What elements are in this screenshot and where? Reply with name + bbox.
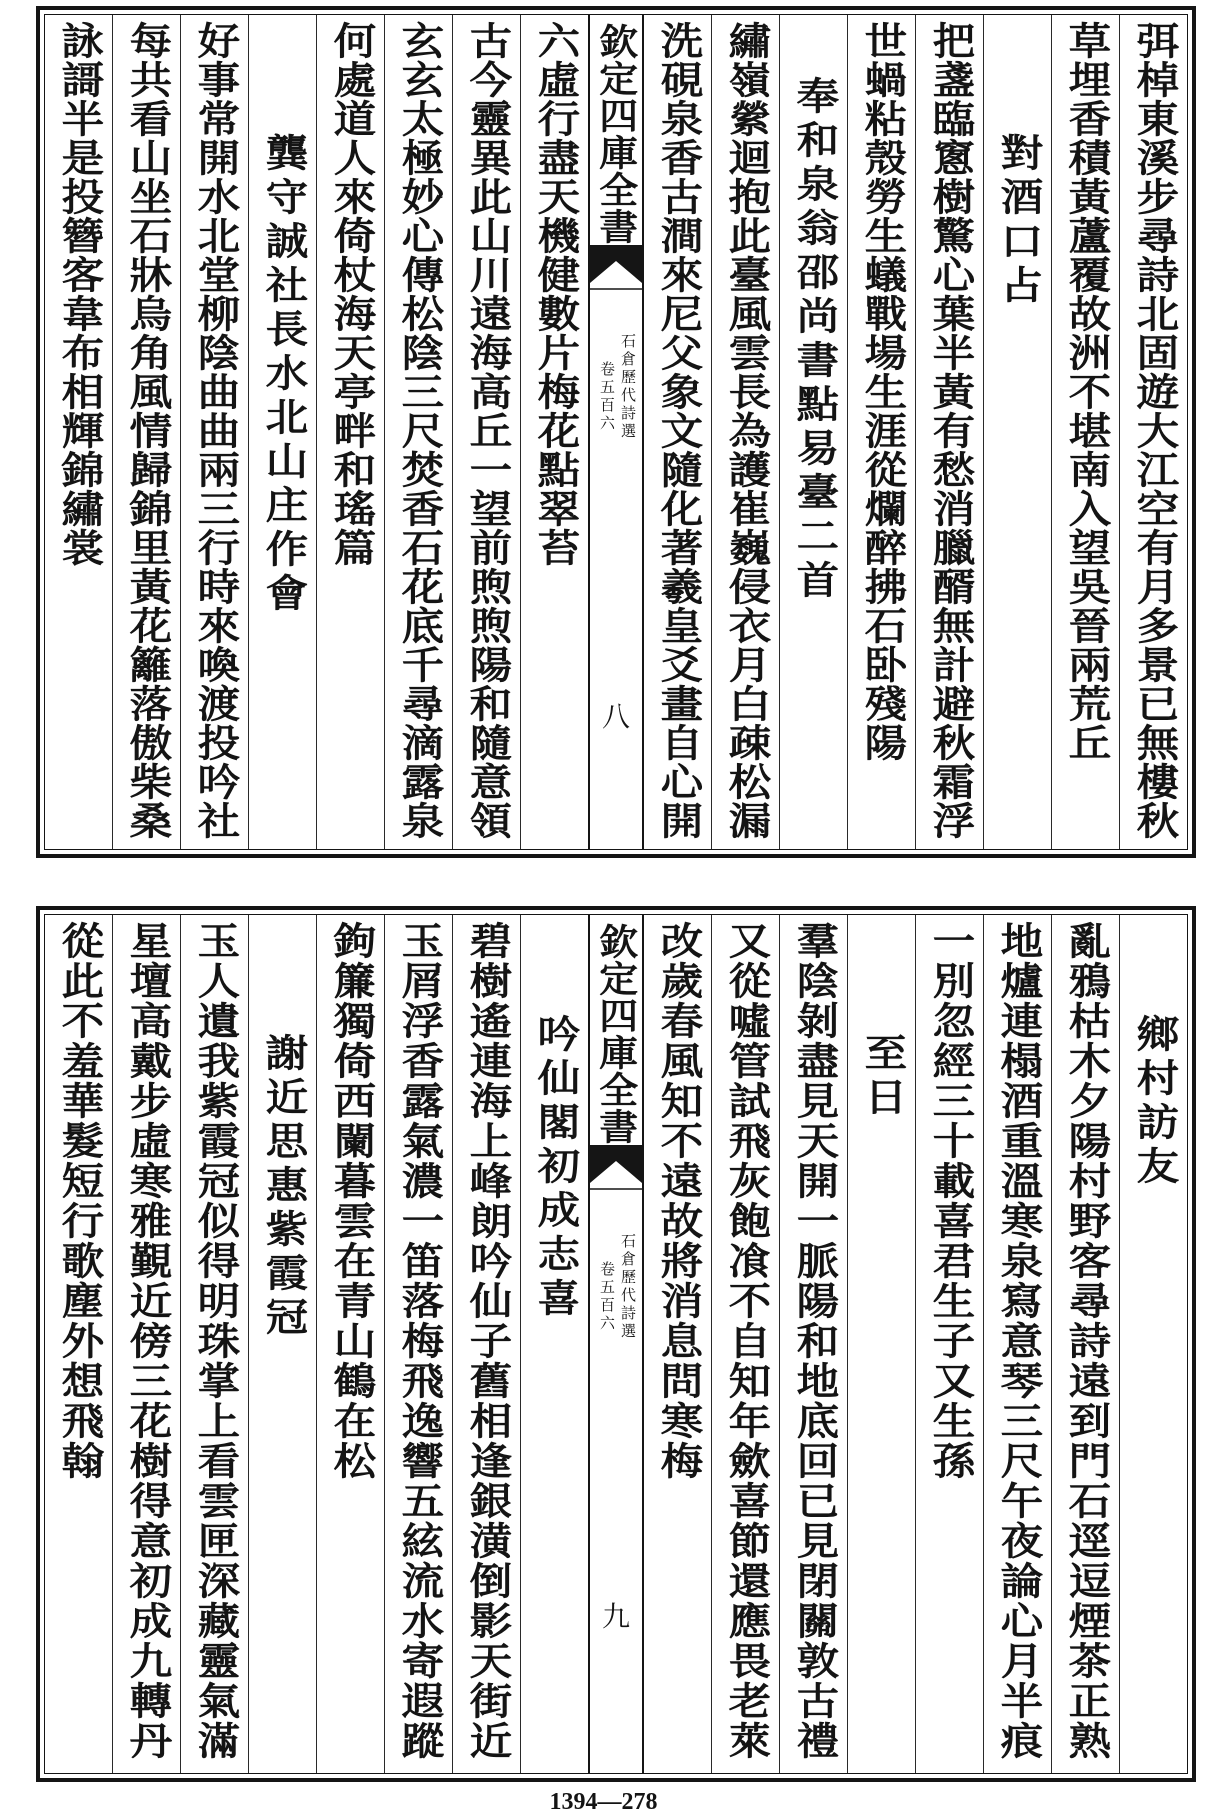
- verse-text: 每共看山坐石牀烏角風情歸錦里黃花籬落傲柴桑: [121, 21, 173, 840]
- fishtail-ornament-icon: [590, 245, 642, 293]
- center-fold-band: [588, 915, 644, 1773]
- collection-title-text: 欽定四庫全書: [593, 23, 639, 245]
- verse-text: 玉屑浮香露氣濃一笛落梅飛逸響五絃流水寄遐蹤: [393, 921, 445, 1761]
- text-column: [644, 15, 711, 849]
- text-column: [915, 915, 983, 1773]
- volume-label: 卷五百六: [598, 361, 616, 433]
- text-column: [248, 15, 316, 849]
- verse-text: 鉤簾獨倚西闌暮雲在青山鶴在松: [325, 921, 377, 1481]
- page-number: 八: [601, 700, 630, 733]
- verse-text: 詠謌半是投簪客韋布相輝錦繡裳: [53, 21, 105, 567]
- verse-text: 一別忽經三十載喜君生子又生孫: [924, 921, 976, 1481]
- verse-text: 玉人遺我紫霞冠似得明珠掌上看雲匣深藏靈氣滿: [189, 921, 241, 1761]
- verse-text: 洗硯泉香古澗來尼父象文隨化著羲皇爻畫自心開: [652, 21, 704, 840]
- text-column: [711, 15, 779, 849]
- verse-text: 從此不羞華髮短行歌塵外想飛翰: [53, 921, 105, 1481]
- text-column: [983, 915, 1051, 1773]
- text-column: [779, 915, 847, 1773]
- text-column: [1119, 915, 1187, 1773]
- text-column: [180, 15, 248, 849]
- text-column: [452, 15, 520, 849]
- poem-title: 至日: [856, 1033, 908, 1121]
- verse-text: 改歲春風知不遠故將消息問寒梅: [652, 921, 704, 1481]
- verse-text: 把盞臨窻樹驚心葉半黃有愁消臘醑無計避秋霜浮: [924, 21, 976, 840]
- verse-text: 星壇高戴步虛寒雅覲近傍三花樹得意初成九轉丹: [121, 921, 173, 1761]
- text-column: [1119, 15, 1187, 849]
- text-column: [847, 15, 915, 849]
- collection-title-text: 欽定四庫全書: [593, 923, 639, 1145]
- text-column: [1051, 915, 1119, 1773]
- book-title: 石倉歷代詩選: [619, 333, 637, 441]
- verse-text: 何處道人來倚杖海天亭畔和瑤篇: [325, 21, 377, 567]
- collection-title: [590, 23, 642, 245]
- text-column: [112, 15, 180, 849]
- upper-page-columns: [44, 14, 1188, 850]
- text-column: [452, 915, 520, 1773]
- volume-label: 卷五百六: [598, 1261, 616, 1333]
- text-column: [779, 15, 847, 849]
- verse-text: 弭棹東溪步尋詩北固遊大江空有月多景已無樓秋: [1128, 21, 1180, 840]
- verse-text: 羣陰剝盡見天開一脈陽和地底回已見閉關敦古禮: [788, 921, 840, 1761]
- text-column: [983, 15, 1051, 849]
- text-column: [384, 915, 452, 1773]
- text-column: [112, 915, 180, 1773]
- collection-title: [590, 923, 642, 1145]
- text-column: [45, 915, 112, 1773]
- lower-page-frame: [36, 906, 1196, 1782]
- text-column: [45, 15, 112, 849]
- verse-text: 繡嶺縈迴抱此臺風雲長為護崔巍侵衣月白疎松漏: [720, 21, 772, 840]
- verse-text: 又從噓管試飛灰飽飡不自知年歛喜節還應畏老萊: [720, 921, 772, 1761]
- verse-text: 草埋香積黃蘆覆故洲不堪南入望吳晉兩荒丘: [1060, 21, 1112, 762]
- text-column: [711, 915, 779, 1773]
- poem-title: 對酒口占: [992, 133, 1044, 309]
- verse-text: 碧樹遙連海上峰朗吟仙子舊相逢銀潢倒影天街近: [461, 921, 513, 1761]
- text-column: [316, 15, 384, 849]
- verse-text: 玄玄太極妙心傳松陰三尺焚香石花底千尋滴露泉: [393, 21, 445, 840]
- verse-text: 世蝸粘殼勞生蟻戰場生涯從爛醉拂石卧殘陽: [856, 21, 908, 762]
- text-column: [384, 15, 452, 849]
- text-column: [915, 15, 983, 849]
- verse-text: 地爐連榻酒重溫寒泉寫意琴三尺午夜論心月半痕: [992, 921, 1044, 1761]
- text-column: [520, 915, 588, 1773]
- verse-text: 亂鴉枯木夕陽村野客尋詩遠到門石逕逗煙茶正熟: [1060, 921, 1112, 1761]
- upper-page-frame: [36, 6, 1196, 858]
- poem-title: 奉和泉翁邵尚書點易臺二首: [788, 76, 840, 604]
- text-column: [847, 915, 915, 1773]
- text-column: [248, 915, 316, 1773]
- text-column: [1051, 15, 1119, 849]
- verse-text: 六虛行盡天機健數片梅花點翠苔: [529, 21, 581, 567]
- page-number: 九: [601, 1600, 630, 1633]
- verse-text: 好事常開水北堂柳陰曲曲兩三行時來喚渡投吟社: [189, 21, 241, 840]
- book-title: 石倉歷代詩選: [619, 1233, 637, 1341]
- poem-title: 謝近思惠紫霞冠: [257, 1033, 309, 1341]
- fishtail-ornament-icon: [590, 1145, 642, 1193]
- text-column: [520, 15, 588, 849]
- text-column: [316, 915, 384, 1773]
- lower-page-columns: [44, 914, 1188, 1774]
- text-column: [644, 915, 711, 1773]
- poem-title: 鄉村訪友: [1128, 1014, 1180, 1190]
- poem-title: 龔守誠社長水北山庄作會: [257, 133, 309, 617]
- plate-number: 1394—278: [549, 1789, 658, 1815]
- text-column: [180, 915, 248, 1773]
- poem-title: 吟仙閣初成志喜: [529, 1014, 581, 1322]
- verse-text: 古今靈異此山川遠海高丘一望前煦煦陽和隨意領: [461, 21, 513, 840]
- center-fold-band: [588, 15, 644, 849]
